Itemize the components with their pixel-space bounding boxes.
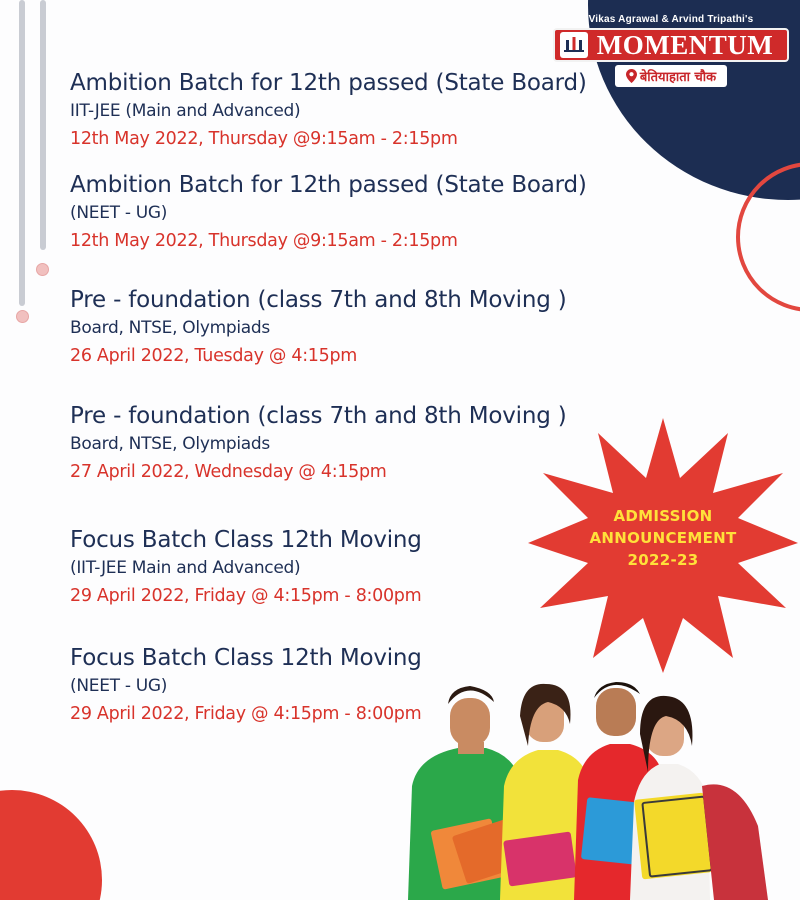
pink-dot [16,310,29,323]
batch-date: 27 April 2022, Wednesday @ 4:15pm [70,462,387,482]
batch-subtitle: Board, NTSE, Olympiads [70,434,270,454]
announcement-line: ADMISSION [613,507,713,525]
grey-vertical-line [40,0,46,250]
batch-entry [70,68,587,154]
batch-date: 12th May 2022, Thursday @9:15am - 2:15pm [70,231,458,251]
brand-wordmark-box [553,28,789,62]
batch-title: Ambition Batch for 12th passed (State Board) [70,172,587,198]
batch-subtitle: (NEET - UG) [70,203,168,223]
announcement-year: 2022-23 [627,551,699,569]
batch-date: 29 April 2022, Friday @ 4:15pm - 8:00pm [70,704,422,724]
admission-announcement [528,505,798,571]
student-figure [630,696,768,900]
batch-subtitle: Board, NTSE, Olympiads [70,318,270,338]
batch-entry [70,643,422,729]
red-corner-circle [0,790,102,900]
announcement-line: ANNOUNCEMENT [589,529,737,547]
batch-entry [70,285,567,371]
location-text: बेतियाहाता चौक [639,70,717,85]
batch-title: Focus Batch Class 12th Moving [70,527,422,553]
batch-subtitle: (IIT-JEE Main and Advanced) [70,558,301,578]
batch-title: Focus Batch Class 12th Moving [70,645,422,671]
brand-emblem-icon [560,32,588,58]
brand-name: MOMENTUM [596,30,774,60]
pink-dot [36,263,49,276]
brand-tagline: Vikas Agrawal & Arvind Tripathi's [588,14,754,25]
batch-subtitle: IIT-JEE (Main and Advanced) [70,101,301,121]
batch-title: Pre - foundation (class 7th and 8th Moving ) [70,403,567,429]
batch-title: Ambition Batch for 12th passed (State Board) [70,70,587,96]
batch-date: 29 April 2022, Friday @ 4:15pm - 8:00pm [70,586,422,606]
batch-entry [70,170,587,256]
batch-entry [70,401,567,487]
batch-title: Pre - foundation (class 7th and 8th Moving ) [70,287,567,313]
batch-date: 26 April 2022, Tuesday @ 4:15pm [70,346,358,366]
location-pin-icon [626,69,637,83]
batch-entry [70,525,422,611]
batch-date: 12th May 2022, Thursday @9:15am - 2:15pm [70,129,458,149]
batch-subtitle: (NEET - UG) [70,676,168,696]
brand-location [615,65,727,87]
brand-logo [553,14,789,87]
grey-vertical-line [19,0,25,306]
students-illustration [398,676,800,900]
